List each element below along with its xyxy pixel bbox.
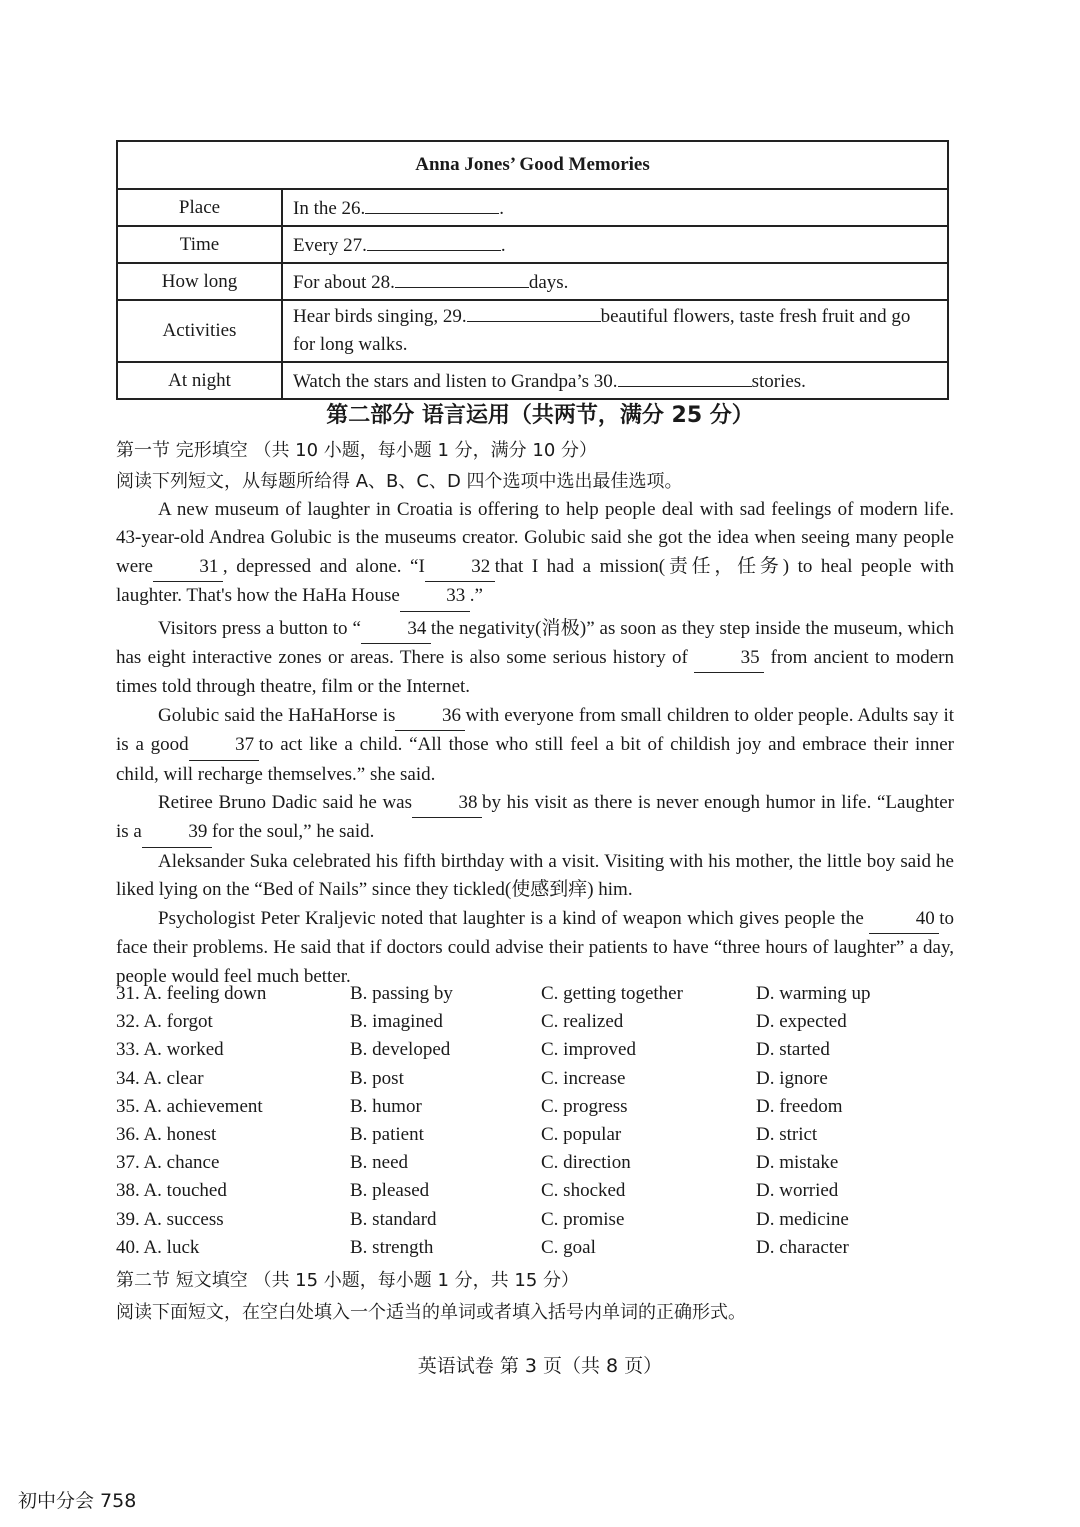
cloze-blank-40[interactable]: 40 xyxy=(869,905,939,934)
answer-option[interactable]: B. passing by xyxy=(350,983,453,1004)
watermark: 初中分会 758 xyxy=(18,1490,137,1512)
row-label: At night xyxy=(117,362,282,399)
cloze-blank-32[interactable]: 32 xyxy=(425,553,495,582)
answer-option[interactable]: D. strict xyxy=(756,1123,818,1145)
option-row xyxy=(116,1096,956,1124)
memories-table xyxy=(116,140,949,400)
row-value: Every 27. . xyxy=(282,226,948,263)
cloze-blank-38[interactable]: 38 xyxy=(412,789,482,818)
answer-blank-29[interactable] xyxy=(467,303,601,322)
paragraph: A new museum of laughter in Croatia is offering to help people deal with sad feelings of modern life. 43-year-old Andrea Golubic is the museums creator. Golubic said she got the idea when seeing many people were 31 , depressed and alone. “I 32 that I had a mission(责任，任务) to heal people with laughter. That's how the HaHa House 33 .” xyxy=(116,496,954,612)
answer-option[interactable]: 37. A. chance xyxy=(116,1152,220,1174)
answer-option[interactable]: 33. A. worked xyxy=(116,1039,224,1061)
answer-option[interactable]: D. expected xyxy=(756,1011,847,1033)
option-row xyxy=(116,1011,956,1039)
section1-instruction: 阅读下列短文，从每题所给得 A、B、C、D 四个选项中选出最佳选项。 xyxy=(116,471,683,492)
answer-option[interactable]: 32. A. forgot xyxy=(116,1011,213,1033)
cloze-passage xyxy=(116,496,954,991)
answer-option[interactable]: 38. A. touched xyxy=(116,1180,227,1202)
answer-option[interactable]: B. patient xyxy=(350,1123,424,1145)
cloze-blank-35[interactable]: 35 xyxy=(694,644,764,673)
answer-option[interactable]: 39. A. success xyxy=(116,1208,224,1230)
paragraph: Visitors press a button to “ 34 the negativity(消极)” as soon as they step inside the museum, which has eight interactive zones or areas. There is also some serious history of 35 from ancient to modern times told through theatre, film or the Internet. xyxy=(116,615,954,702)
row-value: Watch the stars and listen to Grandpa’s 30. stories. xyxy=(282,362,948,399)
answer-blank-30[interactable] xyxy=(618,368,752,387)
answer-option[interactable]: D. warming up xyxy=(756,983,871,1004)
answer-option[interactable]: C. getting together xyxy=(541,983,683,1004)
row-label: Activities xyxy=(117,300,282,362)
paragraph: Aleksander Suka celebrated his fifth birthday with a visit. Visiting with his mother, the little boy said he liked lying on the “Bed of Nails” since they tickled(使感到痒) him. xyxy=(116,850,954,901)
table-row xyxy=(117,189,948,226)
option-row xyxy=(116,1180,956,1208)
table-row xyxy=(117,226,948,263)
table-row xyxy=(117,263,948,300)
table-row xyxy=(117,300,948,362)
answer-option[interactable]: 31. A. feeling down xyxy=(116,983,267,1004)
section2-title: 第二节 短文填空 （共 15 小题，每小题 1 分，共 15 分） xyxy=(116,1270,580,1291)
answer-option[interactable]: B. post xyxy=(350,1067,404,1089)
answer-option[interactable]: C. improved xyxy=(541,1039,636,1061)
row-label: Place xyxy=(117,189,282,226)
answer-option[interactable]: B. pleased xyxy=(350,1180,430,1202)
answer-option[interactable]: 35. A. achievement xyxy=(116,1095,263,1117)
answer-option[interactable]: D. ignore xyxy=(756,1067,828,1089)
answer-option[interactable]: D. character xyxy=(756,1236,849,1258)
answer-option[interactable]: B. humor xyxy=(350,1095,422,1117)
answer-option[interactable]: C. direction xyxy=(541,1152,631,1174)
cloze-blank-31[interactable]: 31 xyxy=(153,553,223,582)
answer-option[interactable]: D. worried xyxy=(756,1180,839,1202)
answer-option[interactable]: 40. A. luck xyxy=(116,1236,200,1258)
answer-option[interactable]: B. standard xyxy=(350,1208,437,1230)
answer-blank-27[interactable] xyxy=(367,232,501,251)
answer-option[interactable]: 34. A. clear xyxy=(116,1067,204,1089)
answer-option[interactable]: C. progress xyxy=(541,1095,628,1117)
option-row xyxy=(116,1152,956,1180)
paragraph: Golubic said the HaHaHorse is 36 with everyone from small children to older people. Adults say it is a good 37 to act like a child. “All those who still feel a bit of childish joy and embrace their inner child, will recharge themselves.” she said. xyxy=(116,702,954,789)
paragraph: Retiree Bruno Dadic said he was 38 by his visit as there is never enough humor in life. “Laughter is a 39 for the soul,” he said. xyxy=(116,789,954,848)
table-title: Anna Jones’ Good Memories xyxy=(117,141,948,189)
option-row xyxy=(116,1068,956,1096)
answer-blank-28[interactable] xyxy=(395,269,529,288)
cloze-blank-36[interactable]: 36 xyxy=(395,702,465,731)
row-value: In the 26. . xyxy=(282,189,948,226)
section2-instruction: 阅读下面短文，在空白处填入一个适当的单词或者填入括号内单词的正确形式。 xyxy=(116,1302,746,1323)
answer-option[interactable]: D. mistake xyxy=(756,1152,839,1174)
answer-option[interactable]: C. popular xyxy=(541,1123,622,1145)
row-value: Hear birds singing, 29. beautiful flowers, taste fresh fruit and go for long walks. xyxy=(282,300,948,362)
cloze-blank-33[interactable]: 33 xyxy=(400,582,470,611)
answer-option[interactable]: 36. A. honest xyxy=(116,1123,217,1145)
option-row xyxy=(116,983,956,1011)
answer-options xyxy=(116,983,956,1265)
option-row xyxy=(116,1237,956,1265)
answer-option[interactable]: D. medicine xyxy=(756,1208,849,1230)
answer-option[interactable]: D. freedom xyxy=(756,1095,843,1117)
answer-option[interactable]: C. increase xyxy=(541,1067,626,1089)
answer-option[interactable]: B. developed xyxy=(350,1039,451,1061)
answer-blank-26[interactable] xyxy=(365,195,499,214)
row-label: Time xyxy=(117,226,282,263)
section1-title: 第一节 完形填空 （共 10 小题，每小题 1 分，满分 10 分） xyxy=(116,440,598,461)
option-row xyxy=(116,1209,956,1237)
part-title: 第二部分 语言运用（共两节，满分 25 分） xyxy=(326,403,754,428)
row-label: How long xyxy=(117,263,282,300)
option-row xyxy=(116,1124,956,1152)
table-row xyxy=(117,362,948,399)
answer-option[interactable]: C. realized xyxy=(541,1011,624,1033)
option-row xyxy=(116,1039,956,1067)
row-value: For about 28. days. xyxy=(282,263,948,300)
answer-option[interactable]: B. imagined xyxy=(350,1011,443,1033)
paragraph: Psychologist Peter Kraljevic noted that laughter is a kind of weapon which gives people the 40 to face their problems. He said that if doctors could advise their patients to have “three hours of laughter” a day, people would feel much better. xyxy=(116,905,954,991)
answer-option[interactable]: C. goal xyxy=(541,1236,596,1258)
answer-option[interactable]: C. shocked xyxy=(541,1180,626,1202)
answer-option[interactable]: B. strength xyxy=(350,1236,434,1258)
cloze-blank-37[interactable]: 37 xyxy=(189,731,259,760)
answer-option[interactable]: C. promise xyxy=(541,1208,625,1230)
cloze-blank-34[interactable]: 34 xyxy=(361,615,431,644)
answer-option[interactable]: D. started xyxy=(756,1039,830,1061)
answer-option[interactable]: B. need xyxy=(350,1152,409,1174)
cloze-blank-39[interactable]: 39 xyxy=(142,818,212,847)
page-footer: 英语试卷 第 3 页（共 8 页） xyxy=(417,1355,663,1377)
